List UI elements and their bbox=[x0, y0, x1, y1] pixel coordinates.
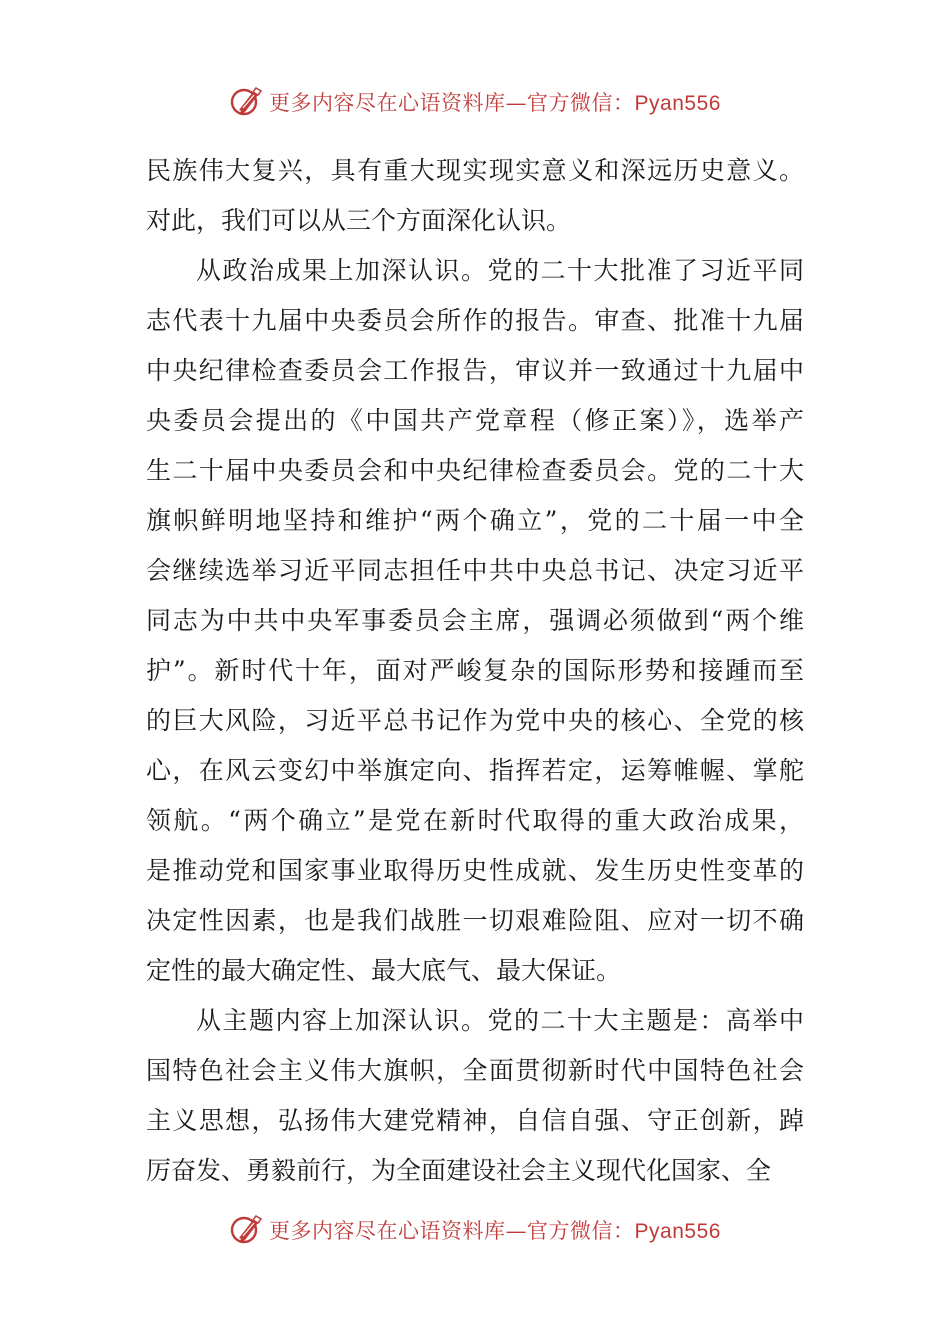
text-line: 民族伟大复兴，具有重大现实现实意义和深远历史意义。 bbox=[146, 156, 804, 185]
text-line: 同志为中共中央军事委员会主席，强调必须做到“两个维 bbox=[146, 606, 804, 635]
watermark-wechat-id: Pyan556 bbox=[634, 92, 721, 115]
text-line: 是推动党和国家事业取得历史性成就、发生历史性变革的 bbox=[146, 856, 804, 885]
watermark-separator: — bbox=[505, 1219, 528, 1243]
text-line: 志代表十九届中央委员会所作的报告。审查、批准十九届 bbox=[146, 306, 804, 335]
text-line: 旗帜鲜明地坚持和维护“两个确立”，党的二十届一中全 bbox=[146, 506, 804, 535]
text-line: 国特色社会主义伟大旗帜，全面贯彻新时代中国特色社会 bbox=[146, 1056, 804, 1085]
text-line: 对此，我们可以从三个方面深化认识。 bbox=[146, 206, 572, 235]
text-line: 中央纪律检查委员会工作报告，审议并一致通过十九届中 bbox=[146, 356, 804, 385]
paragraph bbox=[146, 146, 804, 246]
text-line: 央委员会提出的《中国共产党章程（修正案）》，选举产 bbox=[146, 406, 804, 435]
text-line: 决定性因素，也是我们战胜一切艰难险阻、应对一切不确 bbox=[146, 906, 804, 935]
header-watermark bbox=[0, 80, 950, 124]
watermark-wechat-id: Pyan556 bbox=[634, 1220, 721, 1243]
text-line: 心，在风云变幻中举旗定向、指挥若定，运筹帷幄、掌舵 bbox=[146, 756, 804, 785]
text-line: 领航。“两个确立”是党在新时代取得的重大政治成果， bbox=[146, 806, 804, 835]
text-line: 主义思想，弘扬伟大建党精神，自信自强、守正创新，踔 bbox=[146, 1106, 804, 1135]
watermark-wechat-label: 官方微信： bbox=[527, 1219, 635, 1243]
text-line: 定性的最大确定性、最大底气、最大保证。 bbox=[146, 956, 622, 985]
watermark-brand: 更多内容尽在心语资料库 bbox=[269, 91, 506, 115]
pen-nib-logo-icon bbox=[229, 1212, 265, 1248]
paragraph bbox=[146, 246, 804, 996]
watermark-wechat-label: 官方微信： bbox=[527, 91, 635, 115]
watermark-text bbox=[269, 1215, 721, 1245]
document-body bbox=[146, 146, 804, 1196]
text-line: 厉奋发、勇毅前行，为全面建设社会主义现代化国家、全 bbox=[146, 1156, 772, 1185]
text-line: 生二十届中央委员会和中央纪律检查委员会。党的二十大 bbox=[146, 456, 804, 485]
text-line: 从政治成果上加深认识。党的二十大批准了习近平同 bbox=[196, 256, 804, 285]
text-line: 会继续选举习近平同志担任中共中央总书记、决定习近平 bbox=[146, 556, 804, 585]
text-line: 从主题内容上加深认识。党的二十大主题是：高举中 bbox=[196, 1006, 804, 1035]
footer-watermark bbox=[0, 1208, 950, 1252]
watermark-text bbox=[269, 87, 721, 117]
text-line: 护”。新时代十年，面对严峻复杂的国际形势和接踵而至 bbox=[146, 656, 804, 685]
pen-nib-logo-icon bbox=[229, 84, 265, 120]
watermark-separator: — bbox=[505, 91, 528, 115]
paragraph bbox=[146, 996, 804, 1196]
watermark-brand: 更多内容尽在心语资料库 bbox=[269, 1219, 506, 1243]
text-line: 的巨大风险，习近平总书记作为党中央的核心、全党的核 bbox=[146, 706, 804, 735]
